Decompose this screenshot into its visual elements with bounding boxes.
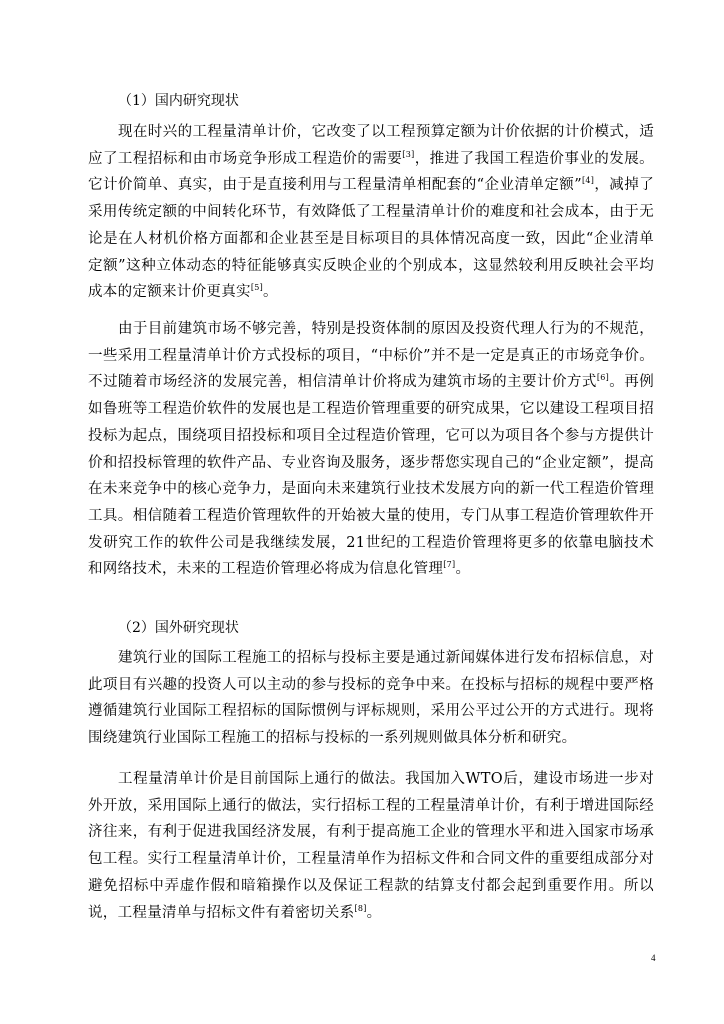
paragraph-2	[88, 316, 654, 583]
paragraph-1-text-b: ，推进了我国工程造价事业的发展。它计价简单、真实，由于是直接利用与工程量清单相配套的“企业清单定额”	[88, 150, 654, 194]
paragraph-1	[88, 119, 654, 306]
paragraph-3: 建筑行业的国际工程施工的招标与投标主要是通过新闻媒体进行发布招标信息，对此项目有兴趣的投资人可以主动的参与投标的竞争中来。在投标与招标的规程中要严格遵循建筑行业国际工程招标的国际惯例与评标规则，采用公平过公开的方式进行。现将围绕建筑行业国际工程施工的招标与投标的一系列规则做具体分析和研究。	[88, 650, 654, 747]
paragraph-2-text-c: 。	[455, 561, 471, 578]
citation-3: [3]	[402, 149, 415, 159]
paragraph-4-text-b: 。	[366, 904, 382, 921]
paragraph-1-text-c: ，减掉了采用传统定额的中间转化环节，有效降低了工程量清单计价的难度和社会成本，由于无论是在人材机价格方面都和企业甚至是目标项目的具体情况高度一致，因此“企业清单定额”这种立体动态的特征能够真实反映企业的个别成本，这显然较利用反映社会平均成本的定额来计价更真实	[88, 177, 655, 301]
paragraph-1-text-d: 。	[263, 284, 278, 301]
section-heading-domestic: （1）国内研究现状	[118, 93, 239, 109]
section-heading-foreign: （2）国外研究现状	[118, 620, 239, 636]
paragraph-2-text-b: 。再例如鲁班等工程造价软件的发展也是工程造价管理重要的研究成果，它以建设工程项目招投标为起点，围绕项目招投标和项目全过程造价管理，它可以为项目各个参与方提供计价和招投标管理的软件产品、专业咨询及服务，逐步帮您实现自己的“企业定额”，提高在未来竞争中的核心竞争力，是面向未来建筑行业技术发展方向的新一代工程造价管理工具。相信随着工程造价管理软件的开始被大量的使用，专门从事工程造价管理软件开发研究工作的软件公司是我继续发展，21世纪的工程造价管理将更多的依靠电脑技术和网络技术，未来的工程造价管理必将成为信息化管理	[88, 374, 654, 578]
citation-7: [7]	[443, 560, 456, 570]
paragraph-1-text-a: 现在时兴的工程量清单计价，它改变了以工程预算定额为计价依据的计价模式，适应了工程招标和由市场竞争形成工程造价的需要	[88, 124, 654, 167]
paragraph-2-text-a: 由于目前建筑市场不够完善，特别是投资体制的原因及投资代理人行为的不规范，一些采用工程量清单计价方式投标的项目，“中标价”并不是一定是真正的市场竞争价。不过随着市场经济的发展完善，相信清单计价将成为建筑市场的主要计价方式	[88, 321, 654, 391]
citation-5: [5]	[250, 283, 264, 293]
citation-6: [6]	[596, 373, 610, 383]
paragraph-4	[88, 766, 654, 926]
citation-8: [8]	[354, 903, 367, 913]
citation-4: [4]	[581, 176, 595, 186]
paragraph-4-text-a: 工程量清单计价是目前国际上通行的做法。我国加入WTO后，建设市场进一步对外开放，采用国际上通行的做法，实行招标工程的工程量清单计价，有利于增进国际经济往来，有利于促进我国经济发展，有利于提高施工企业的管理水平和进入国家市场承包工程。实行工程量清单计价，工程量清单作为招标文件和合同文件的重要组成部分对避免招标中弄虚作假和暗箱操作以及保证工程款的结算支付都会起到重要作用。所以说，工程量清单与招标文件有着密切关系	[88, 771, 654, 921]
page-number: 4	[651, 953, 656, 963]
